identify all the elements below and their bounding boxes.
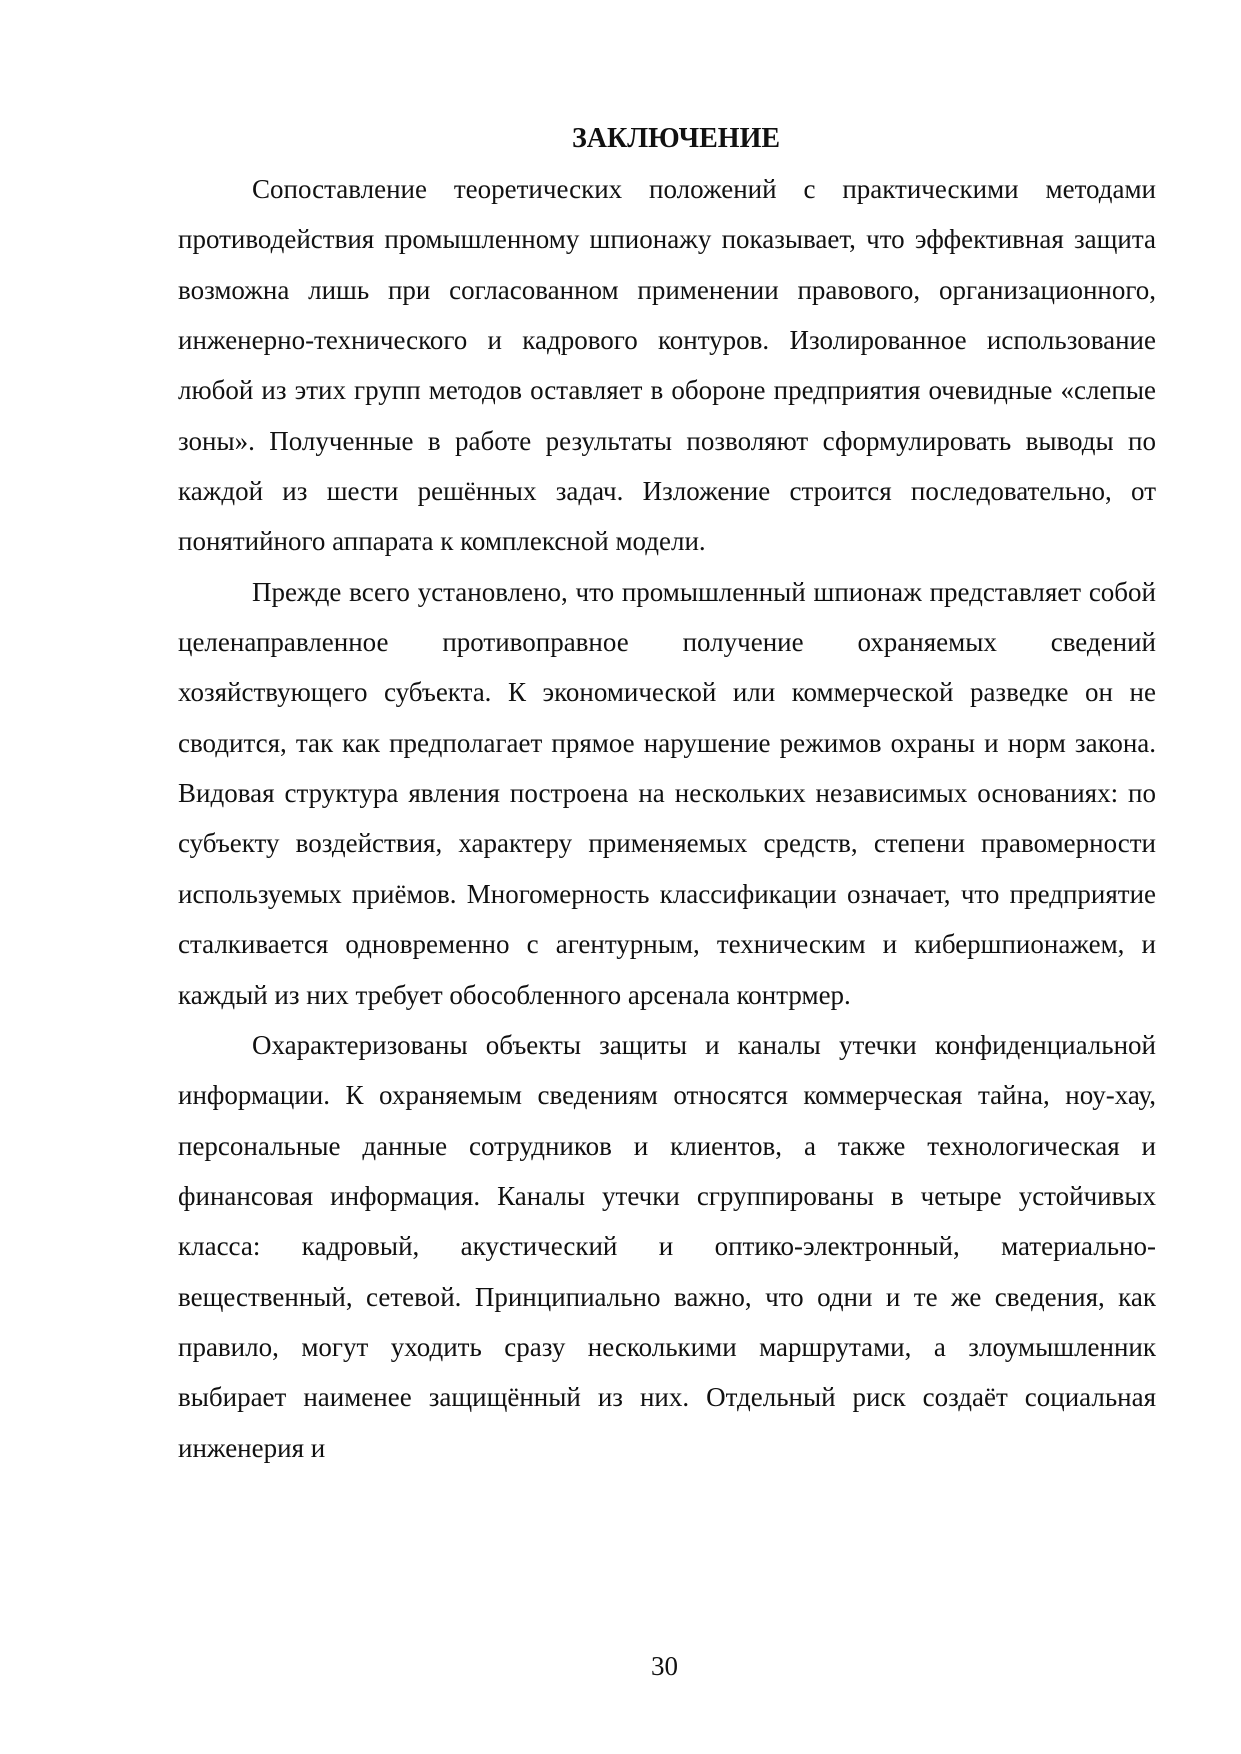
paragraph-1: Сопоставление теоретических положений с практическими методами противодействия промышленному шпионажу показывает, что эффективная защита возможна лишь при согласованном применении правового, организационного, инженерно-технического и кадрового контуров. Изолированное использование любой из этих групп методов оставляет в обороне предприятия очевидные «слепые зоны». Полученные в работе результаты позволяют сформулировать выводы по каждой из шести решённых задач. Изложение строится последовательно, от понятийного аппарата к комплексной модели. [178, 174, 1156, 557]
page-content [178, 114, 1156, 1473]
section-heading: ЗАКЛЮЧЕНИЕ [571, 123, 781, 154]
page-number: 30 [651, 1651, 678, 1681]
paragraph-3: Охарактеризованы объекты защиты и каналы утечки конфиденциальной информации. К охраняемым сведениям относятся коммерческая тайна, ноу-хау, персональные данные сотрудников и клиентов, а также технологическая и финансовая информация. Каналы утечки сгруппированы в четыре устойчивых класса: кадровый, акустический и оптико-электронный, материально-вещественный, сетевой. Принципиально важно, что одни и те же сведения, как правило, могут уходить сразу несколькими маршрутами, а злоумышленник выбирает наименее защищённый из них. Отдельный риск создаёт социальная инженерия и [178, 1029, 1156, 1463]
paragraph-2: Прежде всего установлено, что промышленный шпионаж представляет собой целенаправленное противоправное получение охраняемых сведений хозяйствующего субъекта. К экономической или коммерческой разведке он не сводится, так как предполагает прямое нарушение режимов охраны и норм закона. Видовая структура явления построена на нескольких независимых основаниях: по субъекту воздействия, характеру применяемых средств, степени правомерности используемых приёмов. Многомерность классификации означает, что предприятие сталкивается одновременно с агентурным, техническим и кибершпионажем, и каждый из них требует обособленного арсенала контрмер. [178, 576, 1156, 1010]
